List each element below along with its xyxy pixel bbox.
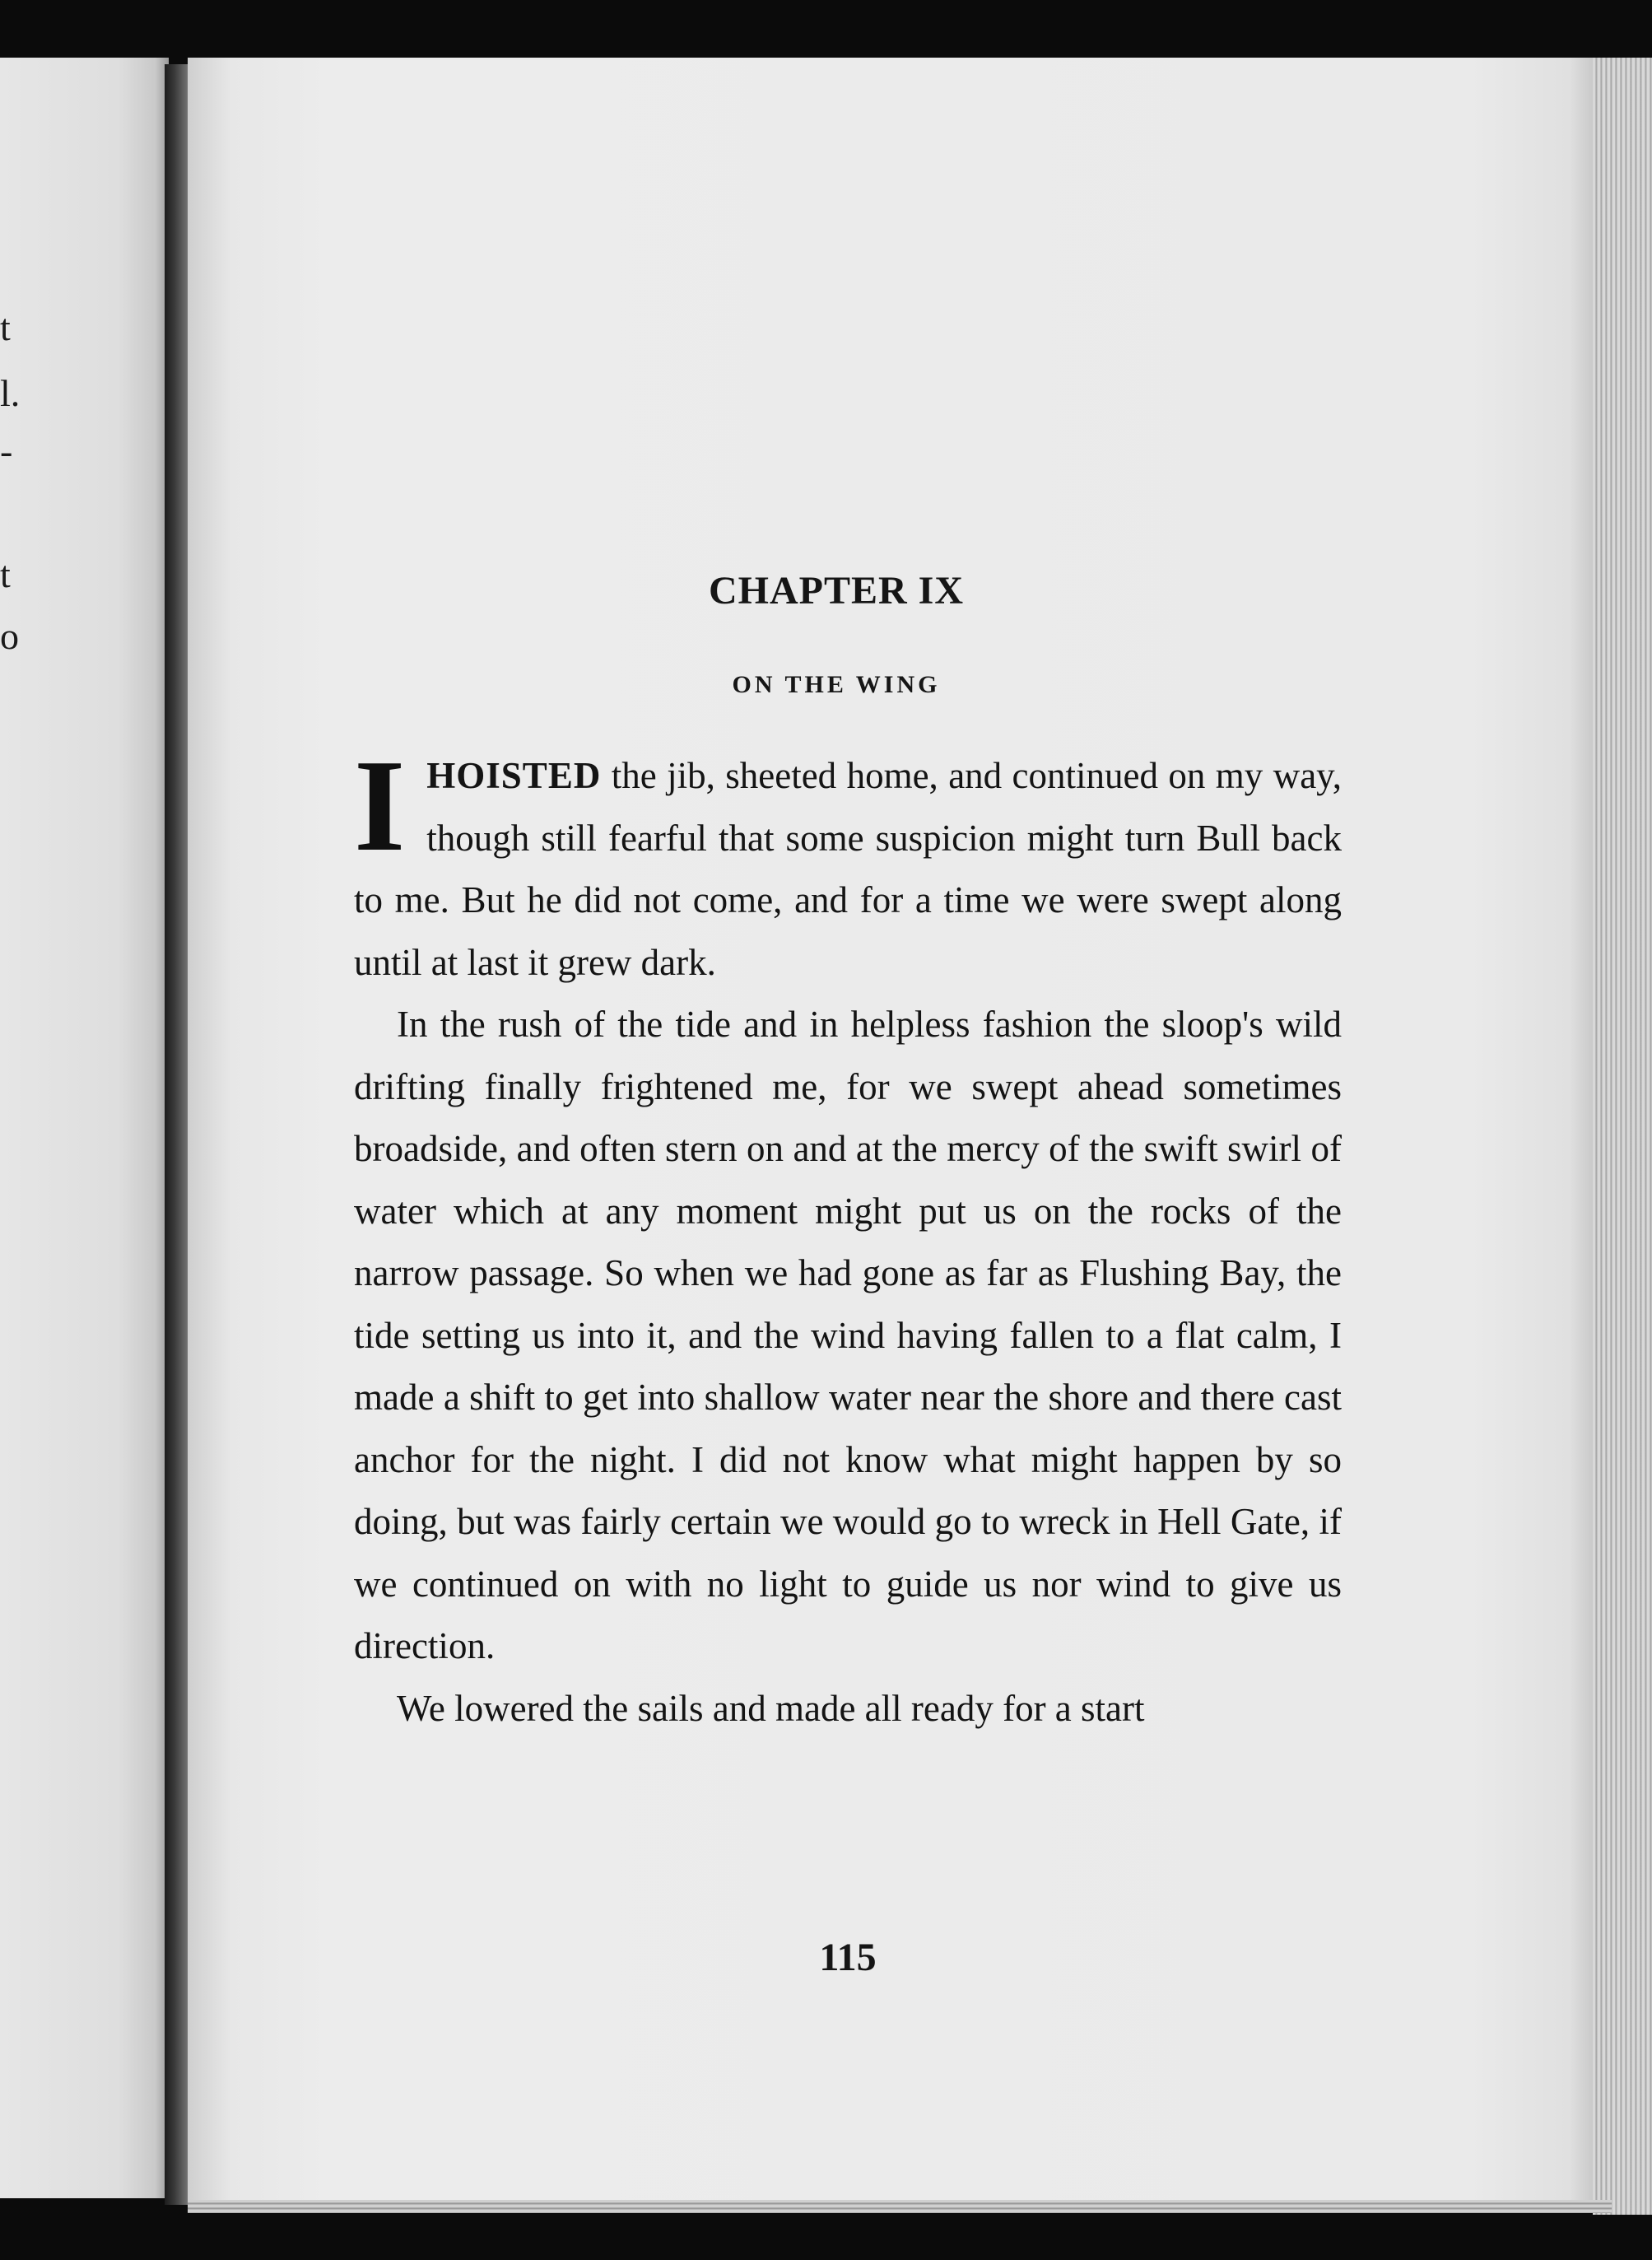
paragraph-text: In the rush of the tide and in helpless fashion the sloop's wild drifting finally frightened me, for we swept ahead sometimes broadside, and often stern on and at the mercy of the swift swirl of water which at any moment might put us on the rocks of the narrow passage. So when we had gone as far as Flushing Bay, the tide setting us into it, and the wind having fallen to a flat calm, I made a shift to get into shallow water near the shore and there cast anchor for the night. I did not know what might happen by so doing, but was fairly certain we would go to wreck in Hell Gate, if we continued on with no light to guide us nor wind to give us direction. [354, 1004, 1342, 1666]
facing-page [0, 58, 169, 2198]
paragraph-text: the jib, sheeted home, and continued on my way, though still fearful that some suspicion might turn Bull back to me. But he did not come, and for a time we were swept along until at last it grew dark. [354, 755, 1342, 983]
facing-page-fragment: - [0, 430, 13, 472]
page-edge-stack [1593, 58, 1652, 2215]
book-gutter [165, 64, 189, 2205]
paragraph [354, 732, 1342, 994]
facing-page-fragment: t [0, 306, 11, 348]
lead-word: HOISTED [426, 755, 602, 796]
chapter-text [354, 732, 1342, 1740]
page-bottom-edge [188, 2200, 1612, 2213]
facing-page-fragment: o [0, 615, 19, 657]
page-number: 115 [819, 1936, 877, 1979]
paragraph [354, 994, 1342, 1678]
facing-page-fragment: t [0, 553, 11, 595]
chapter-title: CHAPTER IX [708, 569, 965, 613]
chapter-subtitle: ON THE WING [732, 671, 941, 698]
paragraph [354, 1678, 1342, 1740]
facing-page-fragment: l. [0, 372, 21, 414]
drop-cap: I [354, 732, 406, 878]
paragraph-text: We lowered the sails and made all ready for a start [397, 1687, 1145, 1729]
